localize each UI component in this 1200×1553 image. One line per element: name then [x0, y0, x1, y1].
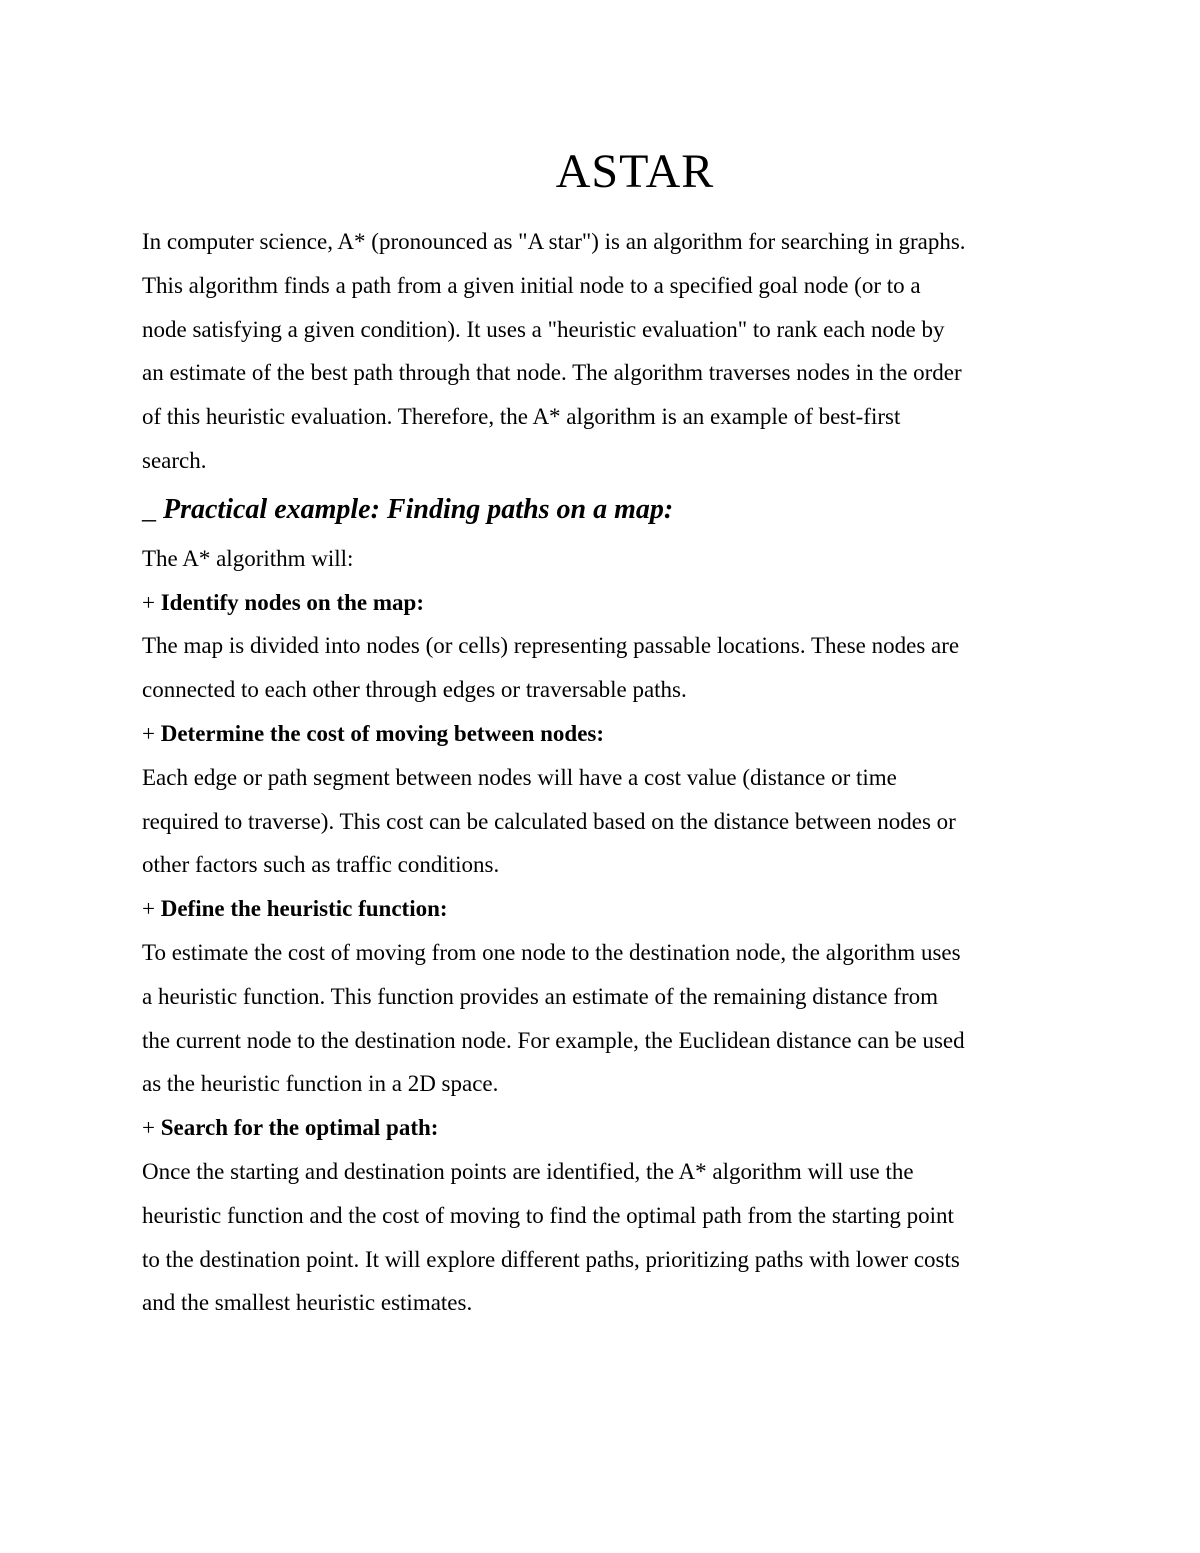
- step-heading-text: Search for the optimal path:: [160, 1115, 439, 1141]
- section-heading: [142, 483, 1072, 537]
- intro-paragraph: [142, 220, 1072, 483]
- step-heading: [142, 712, 1072, 756]
- step-paragraph: [142, 1150, 1072, 1325]
- document-title: ASTAR: [555, 145, 715, 198]
- step-line: To estimate the cost of moving from one node to the destination node, the algorithm uses: [142, 939, 961, 965]
- section-heading-text: Practical example: Finding paths on a map:: [163, 493, 674, 525]
- step-1: [142, 581, 1072, 712]
- step-line: connected to each other through edges or traversable paths.: [142, 677, 687, 703]
- step-line: heuristic function and the cost of moving to find the optimal path from the starting point: [142, 1202, 954, 1228]
- intro-line: node satisfying a given condition). It uses a "heuristic evaluation" to rank each node by: [142, 316, 945, 342]
- step-heading: [142, 581, 1072, 625]
- document-body: [142, 220, 1072, 1325]
- step-plus: +: [142, 589, 155, 615]
- step-plus: +: [142, 896, 155, 922]
- intro-line: an estimate of the best path through that node. The algorithm traverses nodes in the order: [142, 360, 962, 386]
- step-line: other factors such as traffic conditions.: [142, 852, 500, 878]
- intro-line: of this heuristic evaluation. Therefore, the A* algorithm is an example of best-first: [142, 404, 901, 430]
- section-dash: _: [142, 493, 156, 525]
- step-heading-text: Determine the cost of moving between nodes:: [160, 720, 605, 746]
- section-lead: The A* algorithm will:: [142, 545, 354, 571]
- step-line: the current node to the destination node. For example, the Euclidean distance can be used: [142, 1027, 965, 1053]
- step-plus: +: [142, 720, 155, 746]
- step-paragraph: [142, 931, 1072, 1106]
- step-line: and the smallest heuristic estimates.: [142, 1290, 473, 1316]
- step-paragraph: [142, 756, 1072, 887]
- step-2: [142, 712, 1072, 887]
- step-4: [142, 1106, 1072, 1325]
- step-line: Each edge or path segment between nodes will have a cost value (distance or time: [142, 764, 897, 790]
- step-paragraph: [142, 624, 1072, 712]
- step-line: required to traverse). This cost can be calculated based on the distance between nodes or: [142, 808, 956, 834]
- step-heading: [142, 887, 1072, 931]
- intro-line: search.: [142, 447, 207, 473]
- intro-line: In computer science, A* (pronounced as "A star") is an algorithm for searching in graphs.: [142, 229, 966, 254]
- intro-line: This algorithm finds a path from a given initial node to a specified goal node (or to a: [142, 272, 921, 298]
- step-plus: +: [142, 1115, 155, 1141]
- step-line: a heuristic function. This function provides an estimate of the remaining distance from: [142, 983, 939, 1009]
- step-heading: [142, 1106, 1072, 1150]
- step-heading-text: Identify nodes on the map:: [160, 589, 424, 615]
- step-line: as the heuristic function in a 2D space.: [142, 1071, 499, 1097]
- step-line: Once the starting and destination points are identified, the A* algorithm will use the: [142, 1158, 914, 1184]
- step-line: to the destination point. It will explore different paths, prioritizing paths with lower costs: [142, 1246, 960, 1272]
- step-3: [142, 887, 1072, 1106]
- step-heading-text: Define the heuristic function:: [160, 896, 448, 922]
- step-line: The map is divided into nodes (or cells) representing passable locations. These nodes are: [142, 633, 960, 659]
